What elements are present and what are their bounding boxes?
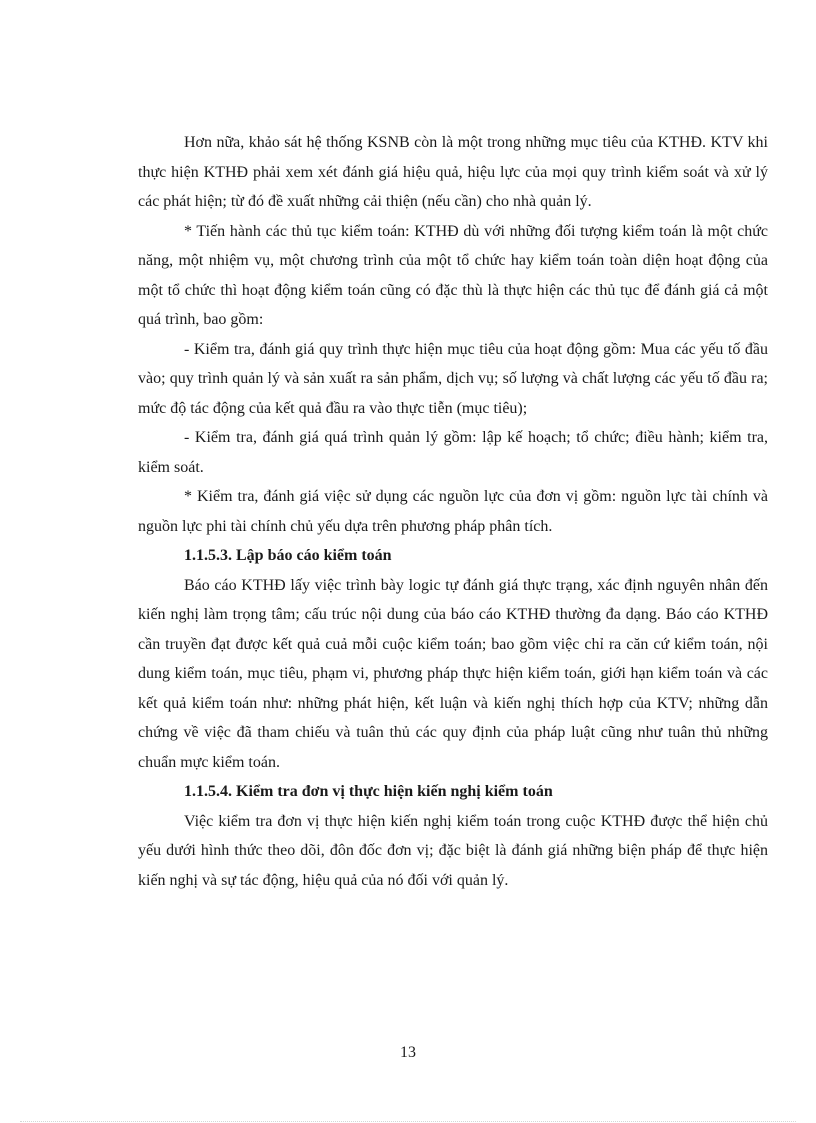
section-heading-follow-up: 1.1.5.4. Kiểm tra đơn vị thực hiện kiến nghị kiểm toán	[184, 783, 553, 800]
paragraph-follow-up: Việc kiểm tra đơn vị thực hiện kiến nghị kiểm toán trong cuộc KTHĐ được thể hiện chủ yếu dưới hình thức theo dõi, đôn đốc đơn vị; đặc biệt là đánh giá những biện pháp để thực hiện kiến nghị và sự tác động, hiệu quả của nó đối với quản lý.	[138, 812, 768, 889]
footer-divider	[20, 1121, 796, 1122]
paragraph-management-evaluation: - Kiểm tra, đánh giá quá trình quản lý gồm: lập kế hoạch; tổ chức; điều hành; kiểm tra, kiểm soát.	[138, 429, 768, 476]
paragraph-ksnb-survey: Hơn nữa, khảo sát hệ thống KSNB còn là một trong những mục tiêu của KTHĐ. KTV khi thực hiện KTHĐ phải xem xét đánh giá hiệu quả, hiệu lực của mọi quy trình kiểm soát và xử lý các phát hiện; từ đó đề xuất những cải thiện (nếu cần) cho nhà quản lý.	[138, 134, 768, 210]
paragraph-audit-procedures: * Tiến hành các thủ tục kiểm toán: KTHĐ dù với những đối tượng kiểm toán là một chức năng, một nhiệm vụ, một chương trình của một tổ chức hay kiểm toán toàn diện hoạt động của một tổ chức thì hoạt động kiểm toán cũng có đặc thù là thực hiện các thủ tục để đánh giá cả một quá trình, bao gồm:	[138, 222, 768, 328]
page-number: 13	[400, 1044, 416, 1061]
page-body	[138, 128, 768, 895]
paragraph-resource-evaluation: * Kiểm tra, đánh giá việc sử dụng các nguồn lực của đơn vị gồm: nguồn lực tài chính và nguồn lực phi tài chính chủ yếu dựa trên phương pháp phân tích.	[138, 488, 768, 535]
paragraph-process-evaluation: - Kiểm tra, đánh giá quy trình thực hiện mục tiêu của hoạt động gồm: Mua các yếu tố đầu vào; quy trình quản lý và sản xuất ra sản phẩm, dịch vụ; số lượng và chất lượng các yếu tố đầu ra; mức độ tác động của kết quả đầu ra vào thực tiễn (mục tiêu);	[138, 340, 768, 417]
paragraph-audit-report: Báo cáo KTHĐ lấy việc trình bày logic tự đánh giá thực trạng, xác định nguyên nhân đến kiến nghị làm trọng tâm; cấu trúc nội dung của báo cáo KTHĐ thường đa dạng. Báo cáo KTHĐ cần truyền đạt được kết quả cuả mỗi cuộc kiểm toán; bao gồm việc chỉ ra căn cứ kiểm toán, nội dung kiểm toán, mục tiêu, phạm vi, phương pháp thực hiện kiểm toán, giới hạn kiểm toán và các kết quả kiểm toán như: những phát hiện, kết luận và kiến nghị thích hợp của KTV; những dẫn chứng về việc đã tham chiếu và tuân thủ các quy định của pháp luật cũng như tuân thủ những chuẩn mực kiểm toán.	[138, 576, 768, 771]
section-heading-audit-report: 1.1.5.3. Lập báo cáo kiểm toán	[184, 547, 392, 564]
